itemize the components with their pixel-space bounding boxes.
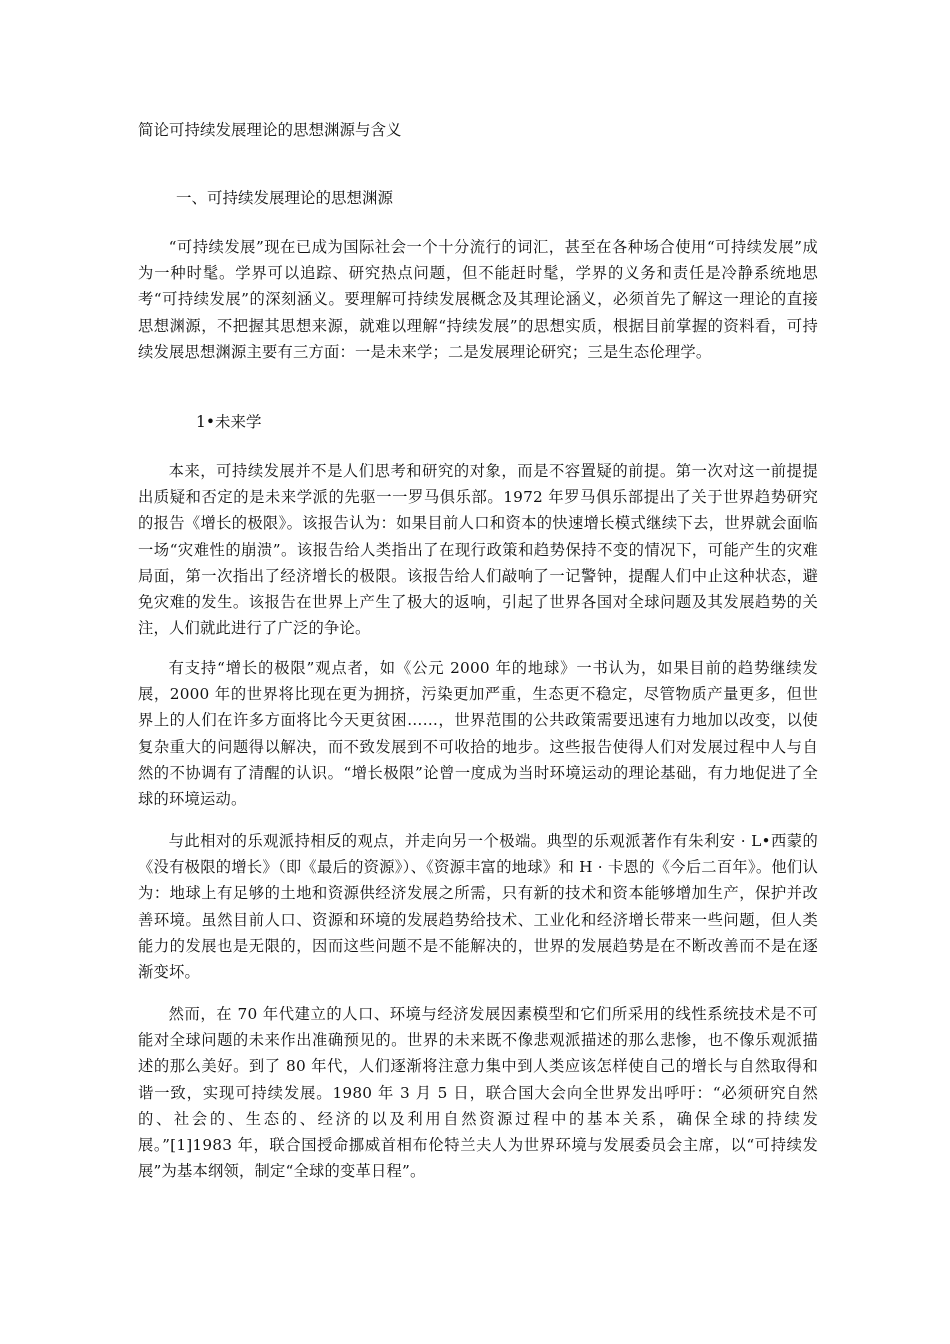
- section-heading: 一、可持续发展理论的思想渊源: [176, 189, 394, 207]
- paragraph: 然而，在 70 年代建立的人口、环境与经济发展因素模型和它们所采用的线性系统技术是不可能对全球问题的未来作出准确预见的。世界的未来既不像悲观派描述的那么悲惨，也不像乐观派描述的那么美好。到了 80 年代，人们逐渐将注意力集中到人类应该怎样使自己的增长与自然取得和谐一致，实现可持续发展。1980 年 3 月 5 日，联合国大会向全世界发出呼吁：“必须研究自然的、社会的、生态的、经济的以及利用自然资源过程中的基本关系，确保全球的持续发展。”[1]1983 年，联合国授命挪威首相布伦特兰夫人为世界环境与发展委员会主席，以“可持续发展”为基本纲领，制定“全球的变革日程”。: [138, 1005, 818, 1181]
- paragraph: 有支持“增长的极限”观点者，如《公元 2000 年的地球》一书认为，如果目前的趋势继续发展，2000 年的世界将比现在更为拥挤，污染更加严重，生态更不稳定，尽管物质产量更多，但世界上的人们在许多方面将比今天更贫困……，世界范围的公共政策需要迅速有力地加以改变，以使复杂重大的问题得以解决，而不致发展到不可收拾的地步。这些报告使得人们对发展过程中人与自然的不协调有了清醒的认识。“增长极限”论曾一度成为当时环境运动的理论基础，有力地促进了全球的环境运动。: [138, 659, 818, 809]
- document-title: 简论可持续发展理论的思想渊源与含义: [138, 121, 402, 139]
- paragraph: “可持续发展”现在已成为国际社会一个十分流行的词汇，甚至在各种场合使用“可持续发展”成为一种时髦。学界可以追踪、研究热点问题，但不能赶时髦，学界的义务和责任是冷静系统地思考“可持续发展”的深刻涵义。要理解可持续发展概念及其理论涵义，必须首先了解这一理论的直接思想渊源，不把握其思想来源，就难以理解“持续发展”的思想实质，根据目前掌握的资料看，可持续发展思想渊源主要有三方面：一是未来学；二是发展理论研究；三是生态伦理学。: [138, 238, 818, 361]
- paragraph: 与此相对的乐观派持相反的观点，并走向另一个极端。典型的乐观派著作有朱利安 · L•西蒙的《没有极限的增长》（即《最后的资源》）、《资源丰富的地球》和 H · 卡恩的《今后二百年》。他们认为：地球上有足够的土地和资源供经济发展之所需，只有新的技术和资本能够增加生产，保护并改善环境。虽然目前人口、资源和环境的发展趋势给技术、工业化和经济增长带来一些问题，但人类能力的发展也是无限的，因而这些问题不是不能解决的，世界的发展趋势是在不断改善而不是在逐渐变坏。: [138, 832, 818, 982]
- subsection-heading: 1•未来学: [196, 413, 262, 431]
- paragraph: 本来，可持续发展并不是人们思考和研究的对象，而是不容置疑的前提。第一次对这一前提提出质疑和否定的是未来学派的先驱一一罗马俱乐部。1972 年罗马俱乐部提出了关于世界趋势研究的报告《增长的极限》。该报告认为：如果目前人口和资本的快速增长模式继续下去，世界就会面临一场“灾难性的崩溃”。该报告给人类指出了在现行政策和趋势保持不变的情况下，可能产生的灾难局面，第一次指出了经济增长的极限。该报告给人们敲响了一记警钟，提醒人们中止这种状态，避免灾难的发生。该报告在世界上产生了极大的返响，引起了世界各国对全球问题及其发展趋势的关注，人们就此进行了广泛的争论。: [138, 462, 818, 638]
